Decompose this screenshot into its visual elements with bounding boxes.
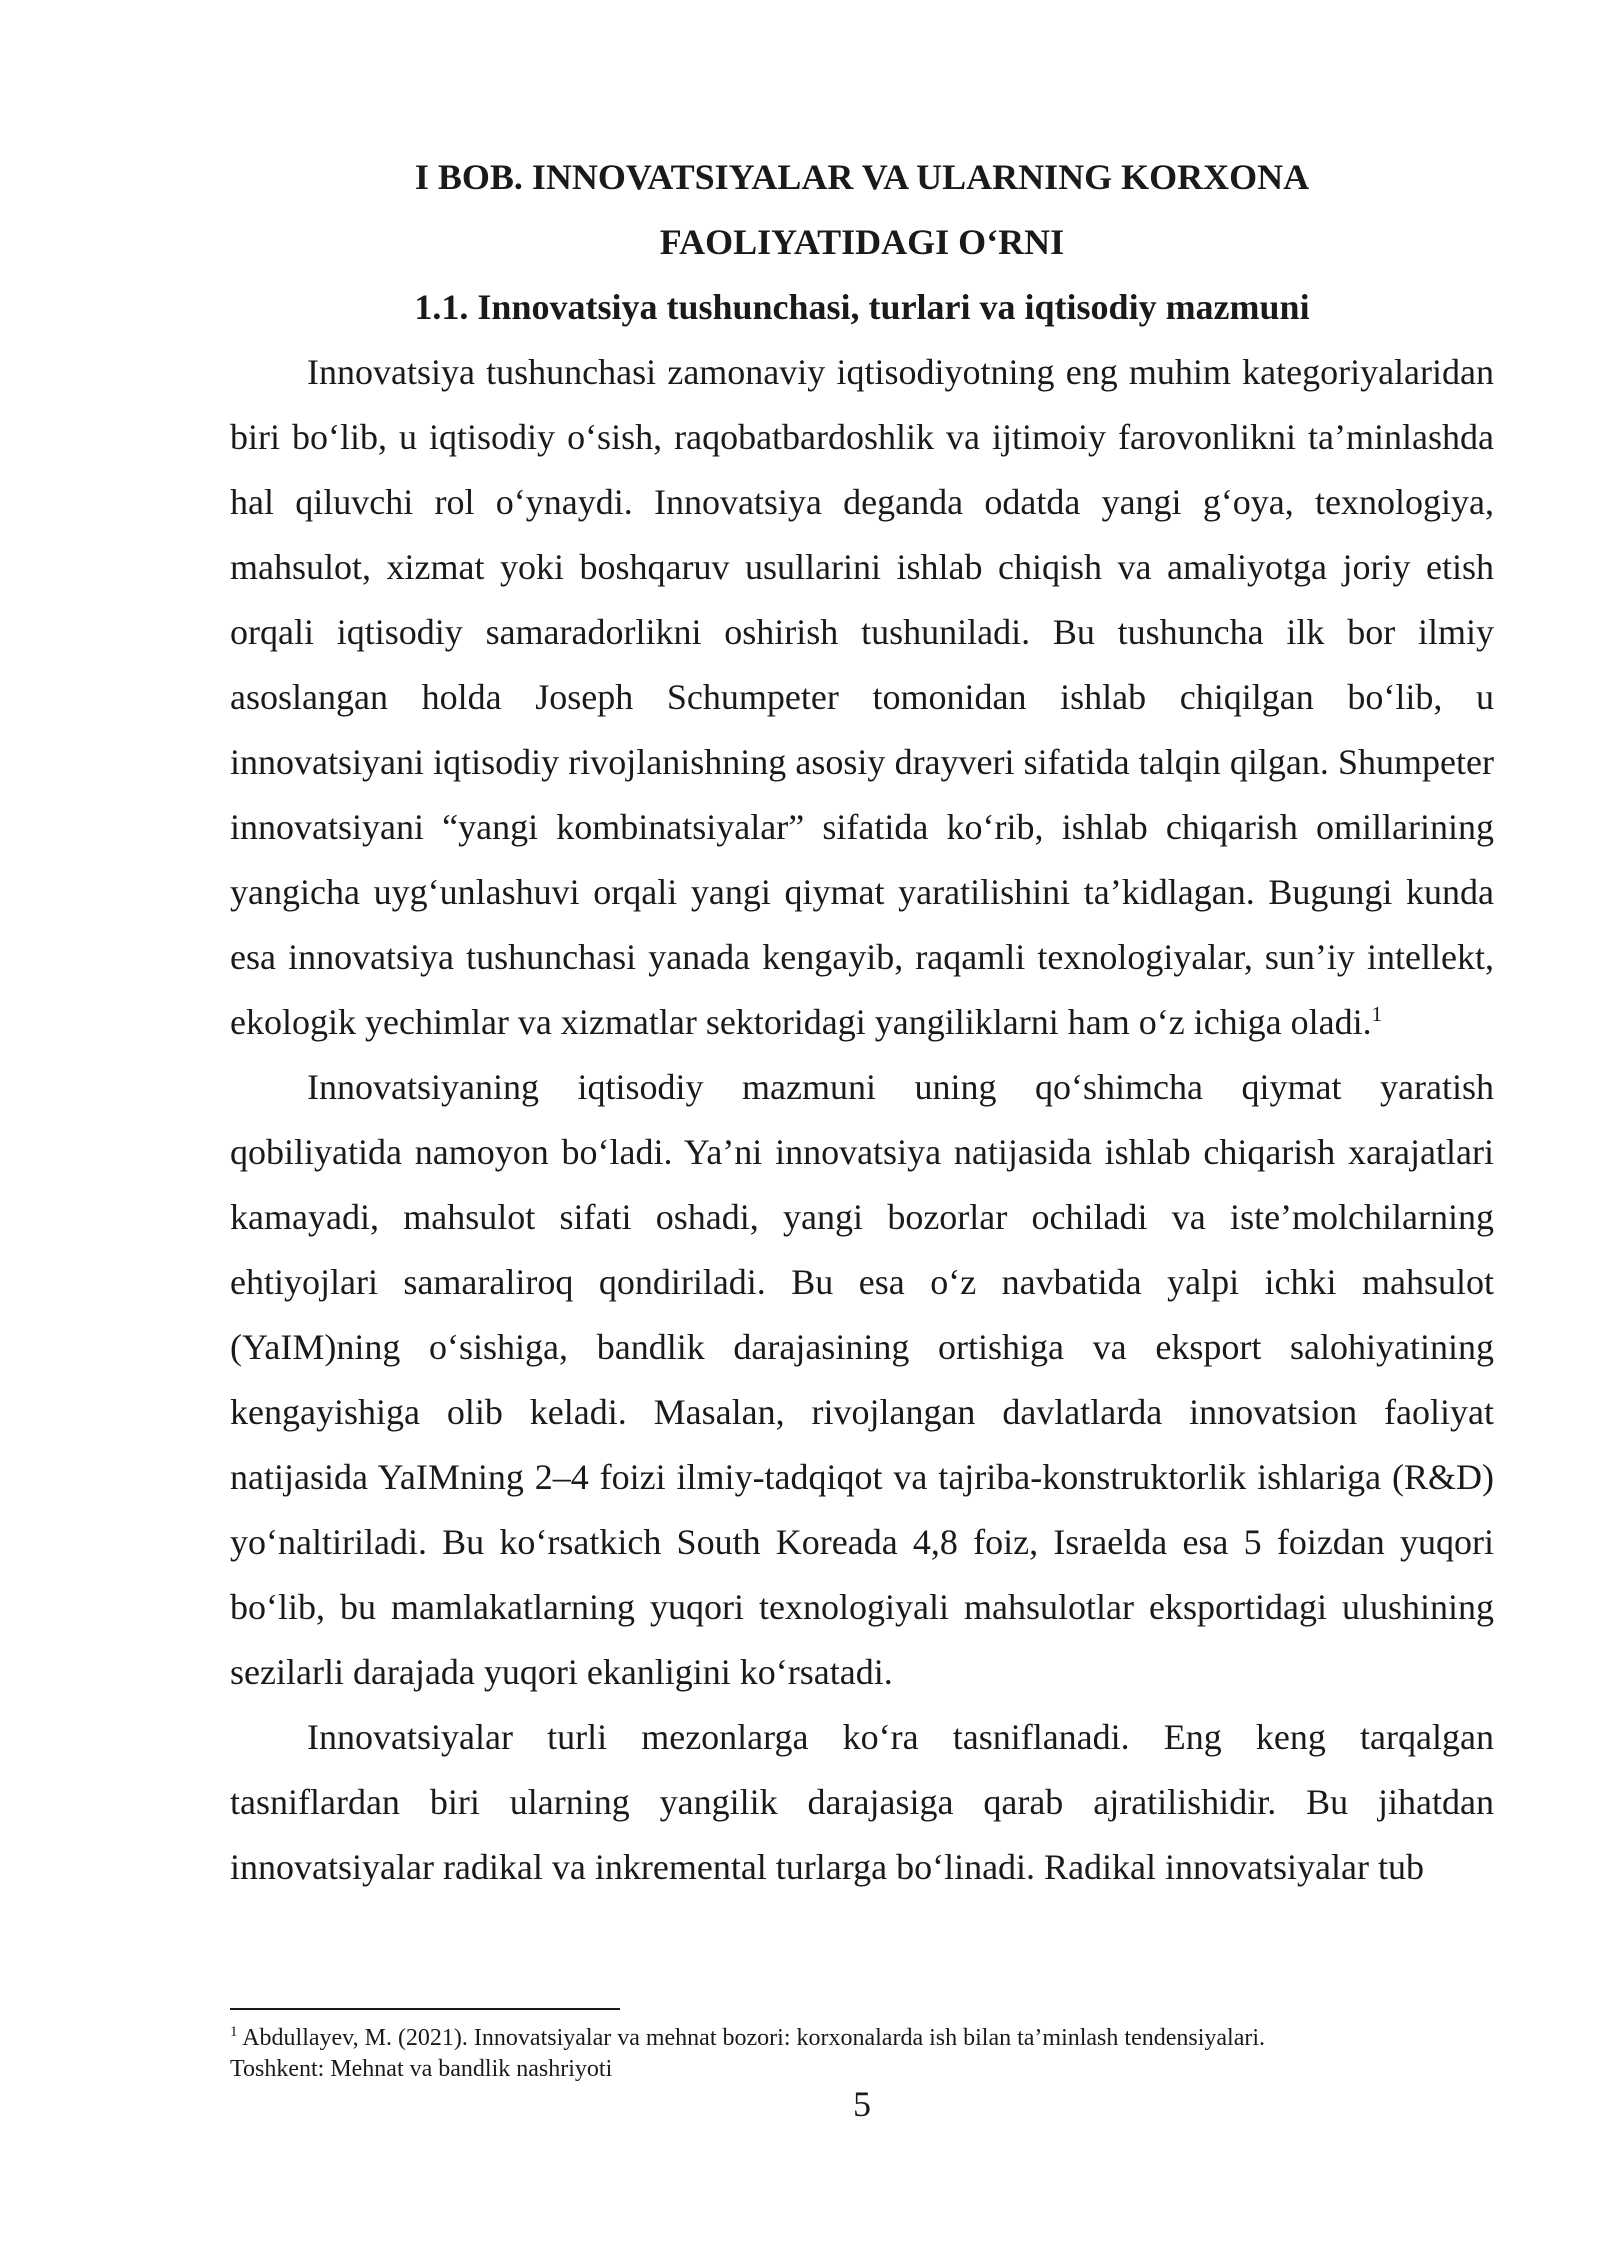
section-title: 1.1. Innovatsiya tushunchasi, turlari va iqtisodiy mazmuni: [414, 287, 1310, 327]
paragraph-3-text: Innovatsiyalar turli mezonlarga ko‘ra tasniflanadi. Eng keng tarqalgan tasniflardan biri ularning yangilik darajasiga qarab ajratilishidir. Bu jihatdan innovatsiyalar radikal va inkremental turlarga bo‘linadi. Radikal innovatsiyalar tub: [230, 1717, 1494, 1887]
page-number: 5: [853, 2084, 871, 2124]
page-body: [230, 145, 1494, 1900]
paragraph-3: [230, 1705, 1494, 1900]
chapter-title-line2: FAOLIYATIDAGI O‘RNI: [659, 222, 1065, 262]
footnote-number: 1: [230, 2024, 238, 2040]
footnote-text-line1: Abdullayev, M. (2021). Innovatsiyalar va mehnat bozori: korxonalarda ish bilan ta’minlash tendensiyalari.: [242, 2025, 1266, 2051]
footnote-text-line2: Toshkent: Mehnat va bandlik nashriyoti: [230, 2056, 613, 2082]
footnote: [230, 2023, 1494, 2085]
footnote-divider: [230, 2008, 620, 2010]
footnote-line2: [230, 2054, 1494, 2085]
paragraph-1-text: Innovatsiya tushunchasi zamonaviy iqtisodiyotning eng muhim kategoriyalaridan biri bo‘lib, u iqtisodiy o‘sish, raqobatbardoshlik va ijtimoiy farovonlikni ta’minlashda hal qiluvchi rol o‘ynaydi. Innovatsiya deganda odatda yangi g‘oya, texnologiya, mahsulot, xizmat yoki boshqaruv usullarini ishlab chiqish va amaliyotga joriy etish orqali iqtisodiy samaradorlikni oshirish tushuniladi. Bu tushuncha ilk bor ilmiy asoslangan holda Joseph Schumpeter tomonidan ishlab chiqilgan bo‘lib, u innovatsiyani iqtisodiy rivojlanishning asosiy drayveri sifatida talqin qilgan. Shumpeter innovatsiyani “yangi kombinatsiyalar” sifatida ko‘rib, ishlab chiqarish omillarining yangicha uyg‘unlashuvi orqali yangi qiymat yaratilishini ta’kidlagan. Bugungi kunda esa innovatsiya tushunchasi yanada kengayib, raqamli texnologiyalar, sun’iy intellekt, ekologik yechimlar va xizmatlar sektoridagi yangiliklarni ham o‘z ichiga oladi.: [230, 352, 1494, 1042]
paragraph-1: [230, 340, 1494, 1055]
paragraph-2-text: Innovatsiyaning iqtisodiy mazmuni uning qo‘shimcha qiymat yaratish qobiliyatida namoyon bo‘ladi. Ya’ni innovatsiya natijasida ishlab chiqarish xarajatlari kamayadi, mahsulot sifati oshadi, yangi bozorlar ochiladi va iste’molchilarning ehtiyojlari samaraliroq qondiriladi. Bu esa o‘z navbatida yalpi ichki mahsulot (YaIM)ning o‘sishiga, bandlik darajasining ortishiga va eksport salohiyatining kengayishiga olib keladi. Masalan, rivojlangan davlatlarda innovatsion faoliyat natijasida YaIMning 2–4 foizi ilmiy-tadqiqot va tajriba-konstruktorlik ishlariga (R&D) yo‘naltiriladi. Bu ko‘rsatkich South Koreada 4,8 foiz, Israelda esa 5 foizdan yuqori bo‘lib, bu mamlakatlarning yuqori texnologiyali mahsulotlar eksportidagi ulushining sezilarli darajada yuqori ekanligini ko‘rsatadi.: [230, 1067, 1494, 1692]
chapter-title-line1: I BOB. INNOVATSIYALAR VA ULARNING KORXONA: [414, 157, 1310, 197]
footnote-line1: [230, 2023, 1494, 2054]
paragraph-2: [230, 1055, 1494, 1705]
footnote-reference[interactable]: 1: [1371, 1002, 1383, 1026]
